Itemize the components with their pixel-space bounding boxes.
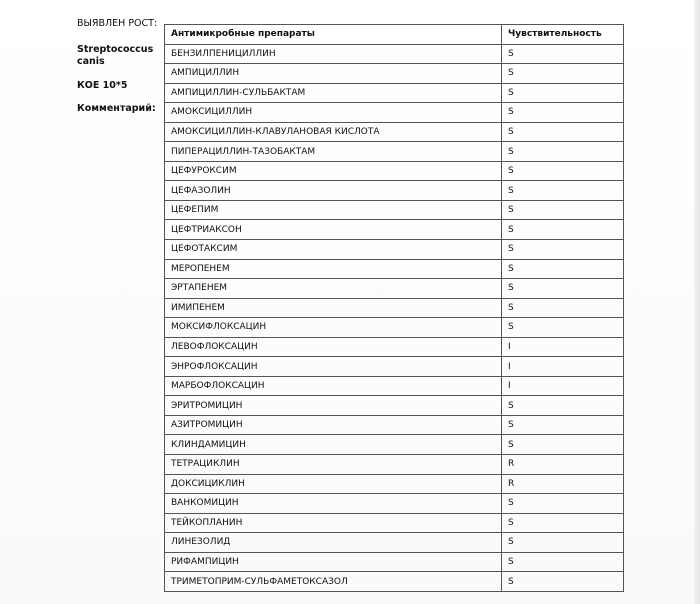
drug-name-cell: ЭРИТРОМИЦИН	[165, 396, 502, 416]
susceptibility-cell: S	[502, 415, 624, 435]
table-row	[165, 376, 624, 396]
susceptibility-cell: I	[502, 337, 624, 357]
susceptibility-cell: S	[502, 572, 624, 592]
drug-name-cell: ЛИНЕЗОЛИД	[165, 533, 502, 553]
table-row	[165, 318, 624, 338]
table-row	[165, 513, 624, 533]
drug-name-cell: ТЕЙКОПЛАНИН	[165, 513, 502, 533]
cfu-count: КОЕ 10*5	[77, 80, 128, 91]
drug-name-cell: ЭРТАПЕНЕМ	[165, 279, 502, 299]
susceptibility-cell: S	[502, 142, 624, 162]
table-row	[165, 240, 624, 260]
antibiotic-susceptibility-table	[164, 24, 624, 592]
table-row	[165, 298, 624, 318]
drug-name-cell: АМПИЦИЛЛИН-СУЛЬБАКТАМ	[165, 83, 502, 103]
table-row	[165, 357, 624, 377]
table-row	[165, 44, 624, 64]
table-row	[165, 572, 624, 592]
table-row	[165, 435, 624, 455]
drug-name-cell: ВАНКОМИЦИН	[165, 494, 502, 514]
drug-name-cell: ИМИПЕНЕМ	[165, 298, 502, 318]
susceptibility-cell: S	[502, 552, 624, 572]
table-row	[165, 337, 624, 357]
susceptibility-cell: S	[502, 44, 624, 64]
drug-name-cell: АЗИТРОМИЦИН	[165, 415, 502, 435]
comment-label: Комментарий:	[77, 103, 156, 114]
table-row	[165, 455, 624, 475]
table-row	[165, 142, 624, 162]
susceptibility-cell: S	[502, 181, 624, 201]
susceptibility-cell: S	[502, 259, 624, 279]
drug-name-cell: ЭНРОФЛОКСАЦИН	[165, 357, 502, 377]
table-row	[165, 415, 624, 435]
table-row	[165, 494, 624, 514]
drug-name-cell: ДОКСИЦИКЛИН	[165, 474, 502, 494]
table-row	[165, 161, 624, 181]
susceptibility-cell: S	[502, 220, 624, 240]
organism-name: Streptococcus canis	[77, 44, 154, 67]
table-row	[165, 200, 624, 220]
drug-name-cell: БЕНЗИЛПЕНИЦИЛЛИН	[165, 44, 502, 64]
table-row	[165, 181, 624, 201]
drug-name-cell: МАРБОФЛОКСАЦИН	[165, 376, 502, 396]
table-row	[165, 259, 624, 279]
susceptibility-cell: R	[502, 455, 624, 475]
susceptibility-cell: I	[502, 376, 624, 396]
table-row	[165, 64, 624, 84]
drug-name-cell: ТЕТРАЦИКЛИН	[165, 455, 502, 475]
susceptibility-cell: S	[502, 200, 624, 220]
susceptibility-cell: R	[502, 474, 624, 494]
susceptibility-cell: S	[502, 435, 624, 455]
table-row	[165, 552, 624, 572]
susceptibility-cell: S	[502, 533, 624, 553]
header-susceptibility: Чувствительность	[502, 25, 624, 45]
susceptibility-cell: S	[502, 240, 624, 260]
table-body	[165, 44, 624, 591]
drug-name-cell: ПИПЕРАЦИЛЛИН-ТАЗОБАКТАМ	[165, 142, 502, 162]
header-drug: Антимикробные препараты	[165, 25, 502, 45]
susceptibility-cell: S	[502, 298, 624, 318]
susceptibility-cell: S	[502, 513, 624, 533]
table-row	[165, 474, 624, 494]
table-row	[165, 533, 624, 553]
susceptibility-cell: S	[502, 122, 624, 142]
table-row	[165, 83, 624, 103]
table-header-row	[165, 25, 624, 45]
drug-name-cell: АМОКСИЦИЛЛИН	[165, 103, 502, 123]
drug-name-cell: ЦЕФУРОКСИМ	[165, 161, 502, 181]
growth-found-label: ВЫЯВЛЕН РОСТ:	[77, 18, 158, 29]
table-row	[165, 103, 624, 123]
drug-name-cell: МЕРОПЕНЕМ	[165, 259, 502, 279]
susceptibility-cell: S	[502, 103, 624, 123]
table-row	[165, 122, 624, 142]
drug-name-cell: АМПИЦИЛЛИН	[165, 64, 502, 84]
drug-name-cell: ЛЕВОФЛОКСАЦИН	[165, 337, 502, 357]
susceptibility-cell: S	[502, 161, 624, 181]
drug-name-cell: АМОКСИЦИЛЛИН-КЛАВУЛАНОВАЯ КИСЛОТА	[165, 122, 502, 142]
table-row	[165, 279, 624, 299]
drug-name-cell: КЛИНДАМИЦИН	[165, 435, 502, 455]
report-info	[77, 18, 159, 115]
drug-name-cell: МОКСИФЛОКСАЦИН	[165, 318, 502, 338]
drug-name-cell: РИФАМПИЦИН	[165, 552, 502, 572]
susceptibility-cell: S	[502, 396, 624, 416]
table-row	[165, 396, 624, 416]
drug-name-cell: ТРИМЕТОПРИМ-СУЛЬФАМЕТОКСАЗОЛ	[165, 572, 502, 592]
page-edge-shadow	[694, 0, 700, 604]
susceptibility-cell: I	[502, 357, 624, 377]
susceptibility-cell: S	[502, 83, 624, 103]
susceptibility-cell: S	[502, 318, 624, 338]
susceptibility-cell: S	[502, 494, 624, 514]
susceptibility-cell: S	[502, 64, 624, 84]
drug-name-cell: ЦЕФТРИАКСОН	[165, 220, 502, 240]
drug-name-cell: ЦЕФОТАКСИМ	[165, 240, 502, 260]
susceptibility-cell: S	[502, 279, 624, 299]
drug-name-cell: ЦЕФЕПИМ	[165, 200, 502, 220]
drug-name-cell: ЦЕФАЗОЛИН	[165, 181, 502, 201]
table-row	[165, 220, 624, 240]
